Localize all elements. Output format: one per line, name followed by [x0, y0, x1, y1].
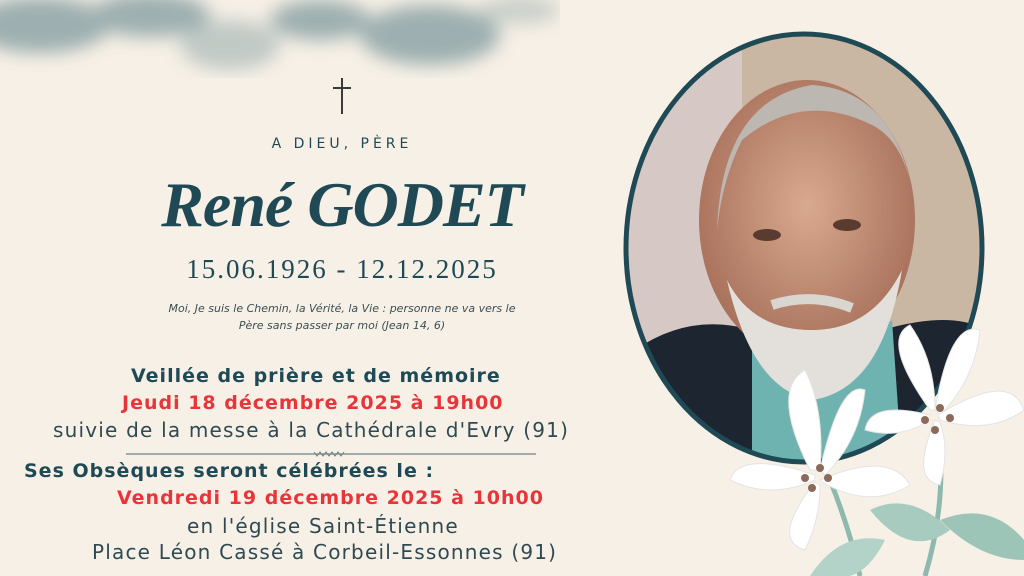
deceased-name: René GODET — [161, 169, 523, 240]
life-dates: 15.06.1926 - 12.12.2025 — [186, 254, 498, 284]
funeral-date: Vendredi 19 décembre 2025 à 10h00 — [117, 487, 544, 509]
cross-icon — [333, 78, 351, 114]
quote-line: Moi, Je suis le Chemin, la Vérité, la Vie : personne ne va vers le — [168, 302, 516, 315]
vigil-date: Jeudi 18 décembre 2025 à 19h00 — [122, 392, 504, 414]
clouds-decoration — [0, 0, 560, 110]
vigil-title: Veillée de prière et de mémoire — [131, 365, 501, 387]
funeral-address: Place Léon Cassé à Corbeil-Essonnes (91) — [92, 540, 558, 564]
divider — [126, 450, 536, 458]
vigil-detail: suivie de la messe à la Cathédrale d'Evry (91) — [53, 418, 570, 442]
funeral-place: en l'église Saint-Étienne — [187, 514, 459, 538]
lily-flowers-decoration — [710, 310, 1024, 576]
bible-quote — [0, 300, 684, 334]
greeting: A DIEU, PÈRE — [271, 136, 413, 152]
funeral-title: Ses Obsèques seront célébrées le : — [24, 460, 435, 482]
quote-line: Père sans passer par moi (Jean 14, 6) — [238, 319, 446, 332]
